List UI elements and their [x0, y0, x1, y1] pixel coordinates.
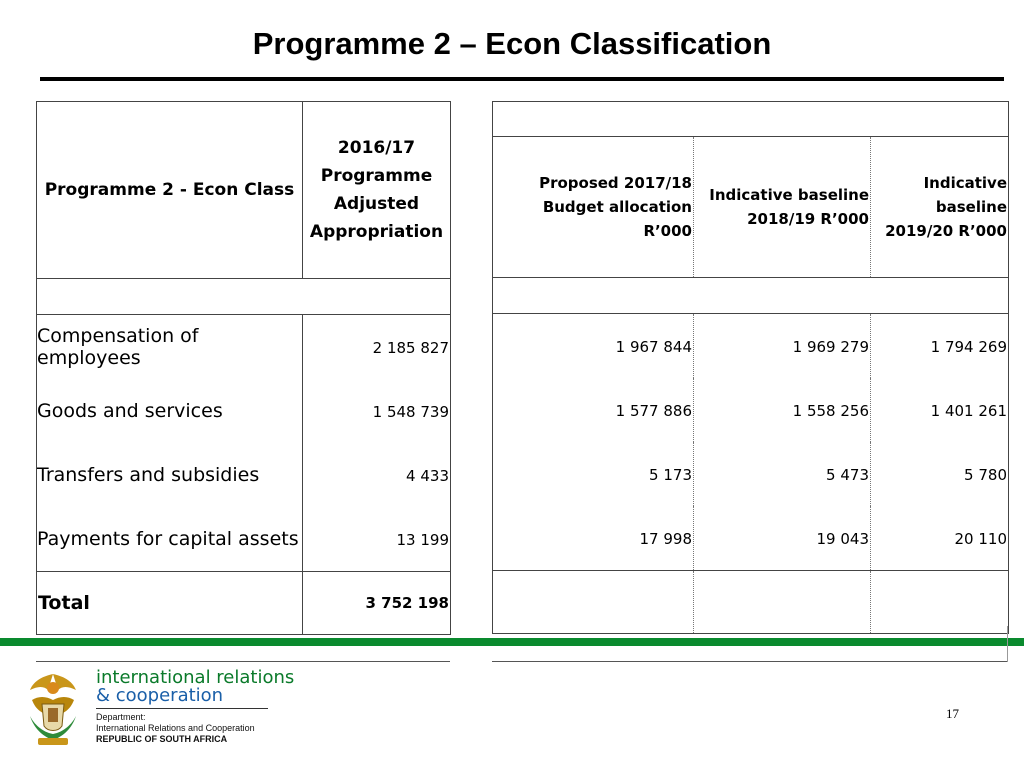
- header-2017-18: Proposed 2017/18 Budget allocation R’000: [493, 137, 694, 278]
- header-2016-17: 2016/17 Programme Adjusted Appropriation: [303, 102, 451, 279]
- value-2018-19: 5 473: [694, 442, 871, 506]
- total-cell: [871, 571, 1009, 634]
- spacer-cell: [37, 279, 451, 315]
- value-2017-18: 5 173: [493, 442, 694, 506]
- total-value-2016-17: 3 752 198: [303, 572, 451, 635]
- page-title: Programme 2 – Econ Classification: [252, 26, 772, 61]
- table-row: [493, 314, 1009, 379]
- value-2019-20: 20 110: [871, 506, 1009, 571]
- org-name: [96, 669, 294, 705]
- org-name-line-1: international relations: [96, 667, 295, 688]
- header-top-cell: [493, 102, 1009, 137]
- spacer-cell: [493, 278, 1009, 314]
- value-2019-20: 1 794 269: [871, 314, 1009, 379]
- total-cell: [694, 571, 871, 634]
- total-row: [493, 571, 1009, 634]
- value-2016-17: 4 433: [303, 443, 451, 507]
- value-2017-18: 1 967 844: [493, 314, 694, 379]
- row-label: Transfers and subsidies: [37, 443, 303, 507]
- table-row: [493, 378, 1009, 442]
- dept-line-3: REPUBLIC OF SOUTH AFRICA: [96, 734, 228, 744]
- page-number: 17: [946, 706, 959, 721]
- table-row: [493, 442, 1009, 506]
- org-divider: [96, 708, 268, 709]
- dept-line-2: International Relations and Cooperation: [96, 723, 255, 733]
- table-header-row: [37, 102, 451, 279]
- department-block: [96, 712, 255, 745]
- header-2019-20: Indicative baseline 2019/20 R’000: [871, 137, 1009, 278]
- value-2016-17: 2 185 827: [303, 315, 451, 380]
- value-2017-18: 1 577 886: [493, 378, 694, 442]
- value-2019-20: 5 780: [871, 442, 1009, 506]
- spacer-row: [493, 278, 1009, 314]
- value-2019-20: 1 401 261: [871, 378, 1009, 442]
- value-2018-19: 19 043: [694, 506, 871, 571]
- table-row: [37, 315, 451, 380]
- header-2018-19: Indicative baseline 2018/19 R’000: [694, 137, 871, 278]
- spacer-row: [37, 279, 451, 315]
- value-2018-19: 1 969 279: [694, 314, 871, 379]
- title-underline: [40, 77, 1004, 81]
- row-label: Compensation of employees: [37, 315, 303, 380]
- table-underline-right: [492, 661, 1008, 662]
- row-label: Goods and services: [37, 379, 303, 443]
- dept-line-1: Department:: [96, 712, 146, 722]
- budget-table-left: [36, 101, 451, 635]
- value-2018-19: 1 558 256: [694, 378, 871, 442]
- table-edge-line: [1007, 626, 1008, 662]
- total-cell: [493, 571, 694, 634]
- header-econ-class: Programme 2 - Econ Class: [37, 102, 303, 279]
- total-label: Total: [37, 572, 303, 635]
- table-row: [37, 443, 451, 507]
- table-header-row: [493, 137, 1009, 278]
- header-top-row: [493, 102, 1009, 137]
- org-name-line-2: & cooperation: [96, 685, 224, 706]
- value-2016-17: 13 199: [303, 507, 451, 572]
- table-underline-left: [36, 661, 450, 662]
- row-label: Payments for capital assets: [37, 507, 303, 572]
- green-accent-bar: [0, 638, 1024, 646]
- table-row: [37, 507, 451, 572]
- table-row: [37, 379, 451, 443]
- budget-table-right: [492, 101, 1009, 634]
- value-2016-17: 1 548 739: [303, 379, 451, 443]
- value-2017-18: 17 998: [493, 506, 694, 571]
- table-row: [493, 506, 1009, 571]
- total-row: [37, 572, 451, 635]
- coat-of-arms-icon: [24, 670, 82, 750]
